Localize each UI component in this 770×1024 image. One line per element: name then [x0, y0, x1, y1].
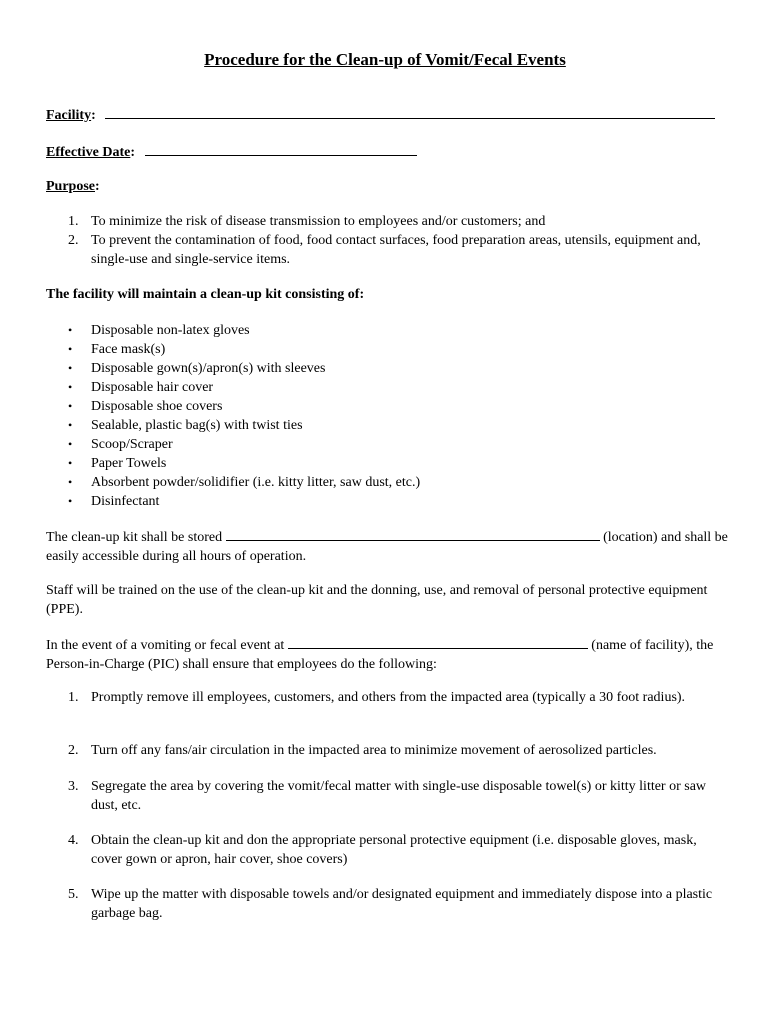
event-text-after: (name of facility), the Person-in-Charge (PIC) shall ensure that employees do the following: — [46, 638, 714, 672]
step-number: 5. — [68, 887, 79, 902]
kit-list-item — [68, 435, 728, 454]
bullet-icon: • — [68, 456, 73, 470]
kit-list-item — [68, 397, 728, 416]
facility-label: Facility — [46, 108, 92, 123]
kit-list-item — [68, 454, 728, 473]
step-number: 1. — [68, 690, 79, 705]
bullet-icon: • — [68, 437, 73, 451]
purpose-item — [68, 231, 728, 269]
step-text: Promptly remove ill employees, customers, and others from the impacted area (typically a 30 foot radius). — [91, 690, 686, 705]
kit-item-text: Disposable shoe covers — [91, 399, 223, 414]
purpose-item-text: To minimize the risk of disease transmission to employees and/or customers; and — [91, 214, 546, 229]
step-text: Turn off any fans/air circulation in the impacted area to minimize movement of aerosolized particles. — [91, 743, 657, 758]
kit-list-item — [68, 321, 728, 340]
step-text: Obtain the clean-up kit and don the appropriate personal protective equipment (i.e. disposable gloves, mask, cover gown or apron, hair cover, shoe covers) — [91, 833, 697, 867]
purpose-heading — [46, 177, 100, 196]
bullet-icon: • — [68, 399, 73, 413]
bullet-icon: • — [68, 418, 73, 432]
storage-paragraph — [46, 527, 736, 566]
kit-item-text: Disinfectant — [91, 494, 160, 509]
kit-list-item — [68, 416, 728, 435]
purpose-item-number: 1. — [68, 214, 79, 229]
kit-item-text: Face mask(s) — [91, 342, 166, 357]
effective-date-field — [46, 141, 417, 162]
purpose-item-text: To prevent the contamination of food, food contact surfaces, food preparation areas, utensils, equipment and, single-use and single-service items. — [91, 233, 701, 267]
procedure-step — [68, 741, 728, 760]
step-text: Segregate the area by covering the vomit/fecal matter with single-use disposable towel(s) or kitty litter or saw dust, etc. — [91, 779, 707, 813]
bullet-icon: • — [68, 323, 73, 337]
step-text: Wipe up the matter with disposable towels and/or designated equipment and immediately dispose into a plastic garbage bag. — [91, 887, 713, 921]
facility-field — [46, 104, 715, 125]
facility-blank-line[interactable] — [105, 104, 715, 119]
kit-list-item — [68, 492, 728, 511]
kit-item-text: Disposable non-latex gloves — [91, 323, 250, 338]
kit-item-text: Disposable hair cover — [91, 380, 214, 395]
kit-item-text: Sealable, plastic bag(s) with twist ties — [91, 418, 303, 433]
document-title: Procedure for the Clean-up of Vomit/Fecal Events — [204, 50, 566, 69]
effective-date-blank-line[interactable] — [145, 141, 417, 156]
bullet-icon: • — [68, 380, 73, 394]
training-paragraph: Staff will be trained on the use of the clean-up kit and the donning, use, and removal of personal protective equipment (PPE). — [46, 583, 708, 617]
step-number: 2. — [68, 743, 79, 758]
facility-colon: : — [91, 108, 96, 123]
kit-list-item — [68, 378, 728, 397]
storage-text-before: The clean-up kit shall be stored — [46, 530, 223, 545]
bullet-icon: • — [68, 475, 73, 489]
purpose-item — [68, 212, 728, 231]
bullet-icon: • — [68, 494, 73, 508]
event-text-before: In the event of a vomiting or fecal event at — [46, 638, 285, 653]
effective-date-label: Effective Date — [46, 145, 131, 160]
effective-date-colon: : — [130, 145, 136, 160]
purpose-label: Purpose — [46, 179, 95, 194]
facility-name-blank[interactable] — [288, 635, 588, 649]
storage-location-blank[interactable] — [226, 527, 600, 541]
storage-text-after: (location) and shall be easily accessible during all hours of operation. — [46, 530, 728, 564]
procedure-step — [68, 777, 728, 815]
kit-item-text: Paper Towels — [91, 456, 167, 471]
step-number: 4. — [68, 833, 79, 848]
kit-list-item — [68, 473, 728, 492]
procedure-step — [68, 688, 728, 707]
kit-item-text: Absorbent powder/solidifier (i.e. kitty litter, saw dust, etc.) — [91, 475, 421, 490]
purpose-colon: : — [95, 179, 100, 194]
bullet-icon: • — [68, 342, 73, 356]
step-number: 3. — [68, 779, 79, 794]
event-paragraph — [46, 635, 736, 674]
kit-item-text: Disposable gown(s)/apron(s) with sleeves — [91, 361, 326, 376]
kit-list-item — [68, 359, 728, 378]
kit-list-item — [68, 340, 728, 359]
kit-heading: The facility will maintain a clean-up kit consisting of: — [46, 287, 365, 302]
procedure-step — [68, 831, 728, 869]
kit-item-text: Scoop/Scraper — [91, 437, 173, 452]
procedure-step — [68, 885, 728, 923]
bullet-icon: • — [68, 361, 73, 375]
purpose-item-number: 2. — [68, 233, 79, 248]
